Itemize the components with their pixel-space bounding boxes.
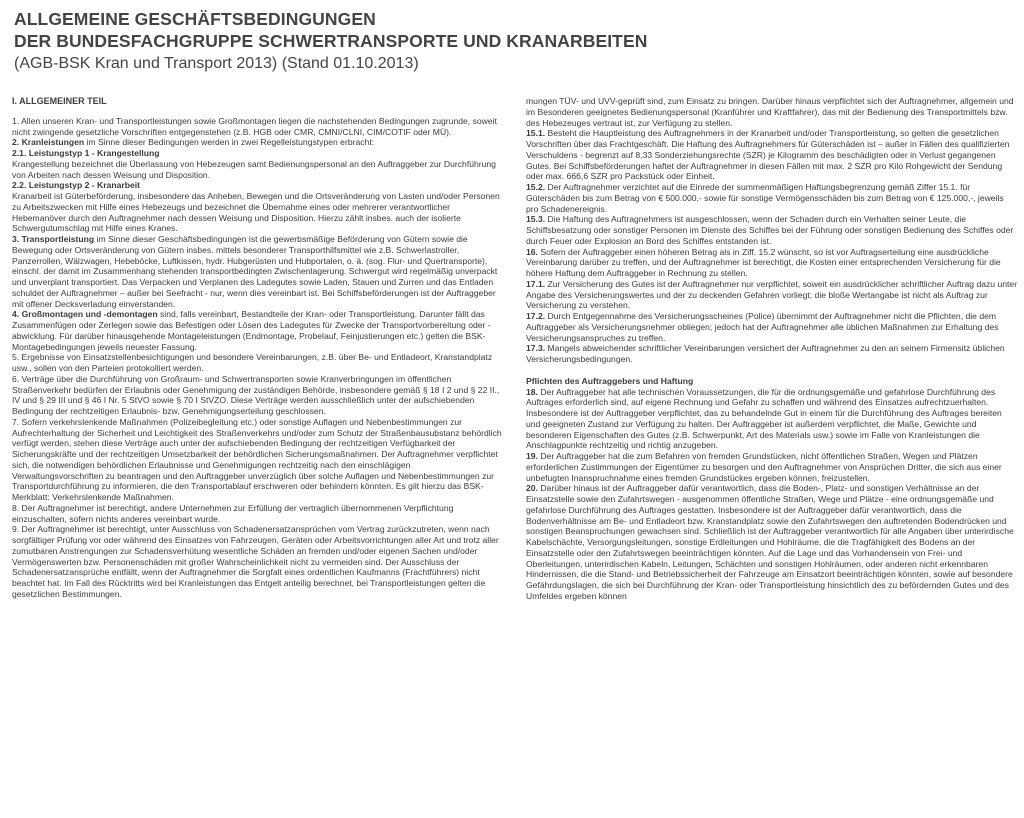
paragraph-15-1 — [526, 128, 1018, 182]
paragraph-18 — [526, 387, 1018, 452]
paragraph-17-3 — [526, 343, 1018, 365]
title-line-1: ALLGEMEINE GESCHÄFTSBEDINGUNGEN — [14, 9, 376, 29]
heading-2-2 — [12, 180, 504, 191]
paragraph-4-text: sind, falls vereinbart, Bestandteile der Kran- oder Transportleistung. Darunter fällt das Zusammenfügen oder Zerlegen sowie das Befestigen oder Lösen des Ladegutes für Zwecke der Transportvorbereitung oder -abwicklung. Für darüber hinausgehende Montageleistungen (Endmontage, Probelauf, Feinjustierungen etc.) gelten die BSK-Montagebedingungen jeweils neuester Fassung. — [12, 309, 491, 352]
paragraph-2-1: Krangestellung bezeichnet die Überlassung von Hebezeugen samt Bedienungspersonal an den Auftraggeber zur Durchführung von Arbeiten nach dessen Weisung und Disposition. — [12, 158, 496, 180]
right-column — [526, 96, 1018, 602]
paragraph-20 — [526, 483, 1018, 601]
paragraph-17-3-text: Mangels abweichender schriftlicher Vereinbarungen versichert der Auftragnehmer zu den an seinem Firmensitz üblichen Versicherungsbedingungen. — [526, 343, 1005, 364]
paragraph-continued: mungen TÜV- und UVV-geprüft sind, zum Einsatz zu bringen. Darüber hinaus verpflichtet sich der Auftragnehmer, allgemein und im Besonderen geeignetes Bedienungspersonal (Kranführer und Kraftfahrer), das mit der Bedienung des Transportmittels bzw. des Hebezeuges vertraut ist, zur Verfügung zu stellen. — [526, 96, 1014, 128]
paragraph-3 — [12, 234, 504, 309]
subheading-pflichten-auftraggeber: Pflichten des Auftraggebers und Haftung — [526, 375, 694, 386]
heading-2-1-text: 2.1. Leistungstyp 1 - Krangestellung — [12, 148, 160, 158]
paragraph-15-1-number: 15.1. — [526, 128, 546, 139]
paragraph-3-heading: Transportleistung — [21, 234, 95, 244]
section-heading-allgemeiner-teil: I. ALLGEMEINER TEIL — [12, 96, 107, 106]
document-body — [12, 96, 1018, 602]
paragraph-2-number: 2. — [12, 137, 20, 148]
paragraph-19-number: 19. — [526, 451, 538, 461]
paragraph-3-text: im Sinne dieser Geschäftsbedingungen ist die gewerbsmäßige Beförderung von Gütern sowie die Bewegung oder Ortsveränderung von Gütern insbes. mittels besonderer Transporthilfsmittel wie z.B. Schwerlastroller, Panzerrollen, Wälzwagen, Hebeböcke, Luftkissen, hydr. Hubgerüsten und Hubportalen, o. ä. (sog. Flur- und Quertransporte), einschl. der damit im Zusammenhang stehenden transportbedingten Zwischenlagerung. Schwergut wird regelmäßig unverpackt und unverplant transportiert. Das Verpacken und Verplanen des Ladegutes sowie Laden, Stauen und Zurren und das Entladen schuldet der Auftragnehmer – außer bei Seefracht - nur, wenn dies vereinbart ist. Bei Schiffsbeförderungen ist der Auftraggeber mit offener Decksverladung einverstanden. — [12, 234, 498, 309]
paragraph-16-number: 16. — [526, 246, 538, 257]
left-column — [12, 96, 504, 602]
paragraph-15-3 — [526, 214, 1018, 246]
paragraph-16-text: Sofern der Auftraggeber einen höheren Betrag als in Ziff. 15.2 wünscht, so ist vor Auftragserteilung eine ausdrückliche Vereinbarung darüber zu treffen, und der Auftragnehmer ist berechtigt, die Kosten einer entsprechenden Versicherung für die höhere Haftung dem Auftraggeber in Rechnung zu stellen. — [526, 246, 1001, 278]
paragraph-17-2 — [526, 311, 1018, 343]
paragraph-17-1-text: Zur Versicherung des Gutes ist der Auftragnehmer nur verpflichtet, soweit ein ausdrücklicher schriftlicher Auftrag dazu unter Angabe des Versicherungswertes und der zu deckenden Gefahren vorliegt; die bloße Wertangabe ist nicht als Auftrag zur Versicherung zu verstehen. — [526, 278, 1018, 311]
paragraph-19-text: Der Auftraggeber hat die zum Befahren von fremden Grundstücken, nicht öffentlichen Straßen, Wegen und Plätzen erforderlichen Zustimmungen der Eigentümer zu besorgen und den Auftragnehmer von Ansprüchen Dritter, die sich aus einer unbefugten Inanspruchnahme eines fremden Grundstückes ergeben können, freizustellen. — [526, 451, 1002, 483]
paragraph-19 — [526, 451, 1018, 483]
paragraph-17-3-number: 17.3. — [526, 343, 546, 354]
paragraph-18-text: Der Auftraggeber hat alle technischen Voraussetzungen, die für die ordnungsgemäße und gefahrlose Durchführung des Auftrages erforderlich sind, auf eigene Rechnung und Gefahr zu schaffen und während des Einsatzes aufrechtzuerhalten. Insbesondere ist der Auftraggeber verpflichtet, das zu behandelnde Gut in einem für die Durchführung des Auftrages bereiten und geeigneten Zustand zur Verfügung zu halten. Der Auftraggeber ist außerdem verpflichtet, die Maße, Gewichte und besonderen Eigenschaften des Gutes (z.B. Schwerpunkt, Art des Materials usw.) sowie im Falle von Kranleistungen die Anschlagpunkte rechtzeitig und richtig anzugeben. — [526, 386, 1002, 451]
paragraph-17-1 — [526, 279, 1018, 311]
paragraph-4 — [12, 309, 504, 352]
paragraph-5: 5. Ergebnisse von Einsatzstellenbesichtigungen und besondere Vereinbarungen, z.B. über Be- und Entladeort, Kranstandplatz usw., sollen von den Parteien protokolliert werden. — [12, 352, 493, 373]
paragraph-2-heading: Kranleistungen — [21, 137, 85, 148]
paragraph-16 — [526, 247, 1018, 279]
paragraph-20-number: 20. — [526, 483, 538, 494]
paragraph-17-2-text: Durch Entgegennahme des Versicherungsscheines (Police) übernimmt der Auftragnehmer nicht die Pflichten, die dem Auftraggeber als Versicherungsnehmer obliegen; jedoch hat der Auftragnehmer alle üblichen Maßnahmen zur Erhaltung des Versicherungsanspruches zu treffen. — [526, 311, 999, 343]
document-header — [14, 8, 1014, 74]
paragraph-15-1-text: Besteht die Hauptleistung des Auftragnehmers in der Kranarbeit und/oder Transportleistung, so gelten die gesetzlichen Vorschriften über das Frachtgeschäft. Die Haftung des Auftragnehmers für Güterschäden ist – außer in Fällen des qualifizierten Verschuldens - begrenzt auf 8,33 Sonderziehungsrechte (SZR) je Kilogramm des beschädigten oder in Verlust gegangenen Gutes. Bei Schiffsbeförderungen haftet der Auftragnehmer in diesen Fällen mit max. 2 SZR pro Kilo Rohgewicht der Sendung oder max. 666,6 SZR pro Packstück oder Einheit. — [526, 128, 1010, 182]
paragraph-1: 1. Allen unseren Kran- und Transportleistungen sowie Großmontagen liegen die nachstehenden Bedingungen zugrunde, soweit nicht zwingende gesetzliche Vorschriften entgegenstehen (z.B. HGB oder CMR, CMNI/CLNI, CIM/COTIF oder MÜ). — [12, 115, 497, 137]
paragraph-17-2-number: 17.2. — [526, 311, 546, 321]
paragraph-6: 6. Verträge über die Durchführung von Großraum- und Schwertransporten sowie Kranverbringungen im öffentlichen Straßenverkehr bedürfen der Erlaubnis oder Genehmigung der zuständigen Behörde, insbesondere gemäß § 18 I 2 und § 22 II., IV und § 29 III und § 46 I Nr. 5 StVO sowie § 70 I StVZO. Diese Verträge werden ausschließlich unter der aufschiebenden Bedingung der rechtzeitigen Erlaubnis- bzw. Genehmigungserteilung geschlossen. — [12, 373, 500, 416]
paragraph-18-number: 18. — [526, 386, 538, 397]
paragraph-3-number: 3. — [12, 234, 20, 244]
paragraph-15-2-number: 15.2. — [526, 182, 546, 192]
title-subtitle: (AGB-BSK Kran und Transport 2013) (Stand 01.10.2013) — [14, 55, 419, 72]
paragraph-17-1-number: 17.1. — [526, 278, 546, 289]
paragraph-15-2-text: Der Auftragnehmer verzichtet auf die Einrede der summenmäßigen Haftungsbegrenzung gemäß Ziffer 15.1. für Güterschäden bis zum Betrag von € 500.000,- sowie für sonstige Vermögensschäden bis zum Betrag von € 125.000,-, jeweils pro Schadenereignis. — [526, 182, 1004, 214]
paragraph-15-3-number: 15.3. — [526, 214, 546, 225]
paragraph-8: 8. Der Auftragnehmer ist berechtigt, andere Unternehmen zur Erfüllung der vertraglich übernommenen Verpflichtung einzuschalten, sofern nichts anderes vereinbart wurde. — [12, 502, 454, 524]
paragraph-15-3-text: Die Haftung des Auftragnehmers ist ausgeschlossen, wenn der Schaden durch ein Verhalten seiner Leute, die Schiffsbesatzung oder sonstiger Personen im Dienste des Schiffes bei der Führung oder sonstigen Bedienung des Schiffes oder durch Feuer oder Explosion an Bord des Schiffes entstanden ist. — [526, 214, 1014, 246]
title-line-2: DER BUNDESFACHGRUPPE SCHWERTRANSPORTE UND KRANARBEITEN — [14, 31, 648, 51]
paragraph-15-2 — [526, 182, 1018, 214]
paragraph-2-2: Kranarbeit ist Güterbeförderung, insbesondere das Anheben, Bewegen und die Ortsveränderung von Lasten und/oder Personen zu Arbeitszwecken mit Hilfe eines Hebezeugs und bezeichnet die Übernahme eines oder mehrerer verantwortlicher Hebemanöver durch den Auftragnehmer nach dessen Weisung und Disposition. Hierzu zählt insbes. auch der isolierte Schwergutumschlag mit Hilfe eines Kranes. — [12, 191, 500, 234]
paragraph-4-heading: Großmontagen und -demontagen — [21, 309, 158, 320]
paragraph-2 — [12, 137, 504, 148]
paragraph-4-number: 4. — [12, 309, 20, 320]
heading-2-1 — [12, 148, 504, 159]
heading-2-2-text: 2.2. Leistungstyp 2 - Kranarbeit — [12, 180, 140, 191]
paragraph-7: 7. Sofern verkehrslenkende Maßnahmen (Polizeibegleitung etc.) oder sonstige Auflagen und Nebenbestimmungen zur Aufrechterhaltung der Sicherheit und Leichtigkeit des Straßenverkehrs und/oder zum Schutz der Straßenbausubstanz behördlich verfügt werden, stehen diese Verträge auch unter der aufschiebenden Bedingung der rechtzeitigen Verfügbarkeit der Sicherungskräfte und der rechtzeitigen Umsetzbarkeit der behördlichen Sicherungsmaßnahmen. Der Auftragnehmer verpflichtet sich, die notwendigen behördlichen Erlaubnisse und Genehmigungen rechtzeitig nach den einschlägigen Verwaltungsvorschriften zu beantragen und den Auftraggeber unverzüglich über solche Auflagen und Nebenbestimmungen zur Transportdurchführung zu informieren, die den Transportablauf erschweren oder behindern könnten. Es gilt hierzu das BSK-Merkblatt: Verkehrslenkende Maßnahmen. — [12, 416, 502, 502]
paragraph-9: 9. Der Auftragnehmer ist berechtigt, unter Ausschluss von Schadenersatzansprüchen vom Vertrag zurückzutreten, wenn nach sorgfältiger Prüfung vor oder während des Einsatzes von Fahrzeugen, Geräten oder Arbeitsvorrichtungen aller Art und trotz aller zumutbaren Anstrengungen zur Schadensverhütung wesentliche Schäden an fremden und/oder eigenen Sachen und/oder Vermögenswerten bzw. Personenschäden mit großer Wahrscheinlichkeit nicht zu vermeiden sind. Der Ausschluss der Schadenersatzansprüche entfällt, wenn der Auftragnehmer die Sorgfalt eines ordentlichen Kaufmanns (Frachtführers) nicht beachtet hat. Im Fall des Rücktritts wird bei Kranleistungen das Entgelt anteilig berechnet, bei Transportleistungen gelten die gesetzlichen Bestimmungen. — [12, 524, 499, 599]
paragraph-2-text: im Sinne dieser Bedingungen werden in zwei Regelleistungstypen erbracht: — [84, 137, 375, 148]
paragraph-20-text: Darüber hinaus ist der Auftraggeber dafür verantwortlich, dass die Boden-, Platz- und sonstigen Verhältnisse an der Einsatzstelle sowie den Zufahrtswegen - ausgenommen öffentliche Straßen, Wege und Plätze - eine ordnungsgemäße und gefahrlose Durchführung des Auftrages gestatten. Insbesondere ist der Auftraggeber dafür verantwortlich, dass die Bodenverhältnisse am Be- und Entladeort bzw. Kranstandplatz sowie den Zufahrtswegen den auftretenden Bodendrücken und sonstigen Beanspruchungen gewachsen sind. Schließlich ist der Auftraggeber verantwortlich für alle Angaben über unterirdische Kabelschächte, Versorgungsleitungen, sonstige Erdleitungen und Hohlräume, die die Tragfähigkeit des Bodens an der Einsatzstelle oder den Zufahrtswegen beeinträchtigen könnten. Auf die Lage und das Vorhandensein von Frei- und Oberleitungen, unterirdischen Kabeln, Leitungen, Schächten und sonstigen Hohlräumen, oder anderen nicht erkennbaren Hindernissen, die die Stand- und Betriebssicherheit der Fahrzeuge am Einsatzort beeinträchtigen könnten, sowie auf besondere Gefährdungslagen, die sich bei Durchführung der Kran- oder Transportleistung hinsichtlich des zu befördernden Gutes und des Umfeldes ergeben können — [526, 483, 1014, 601]
